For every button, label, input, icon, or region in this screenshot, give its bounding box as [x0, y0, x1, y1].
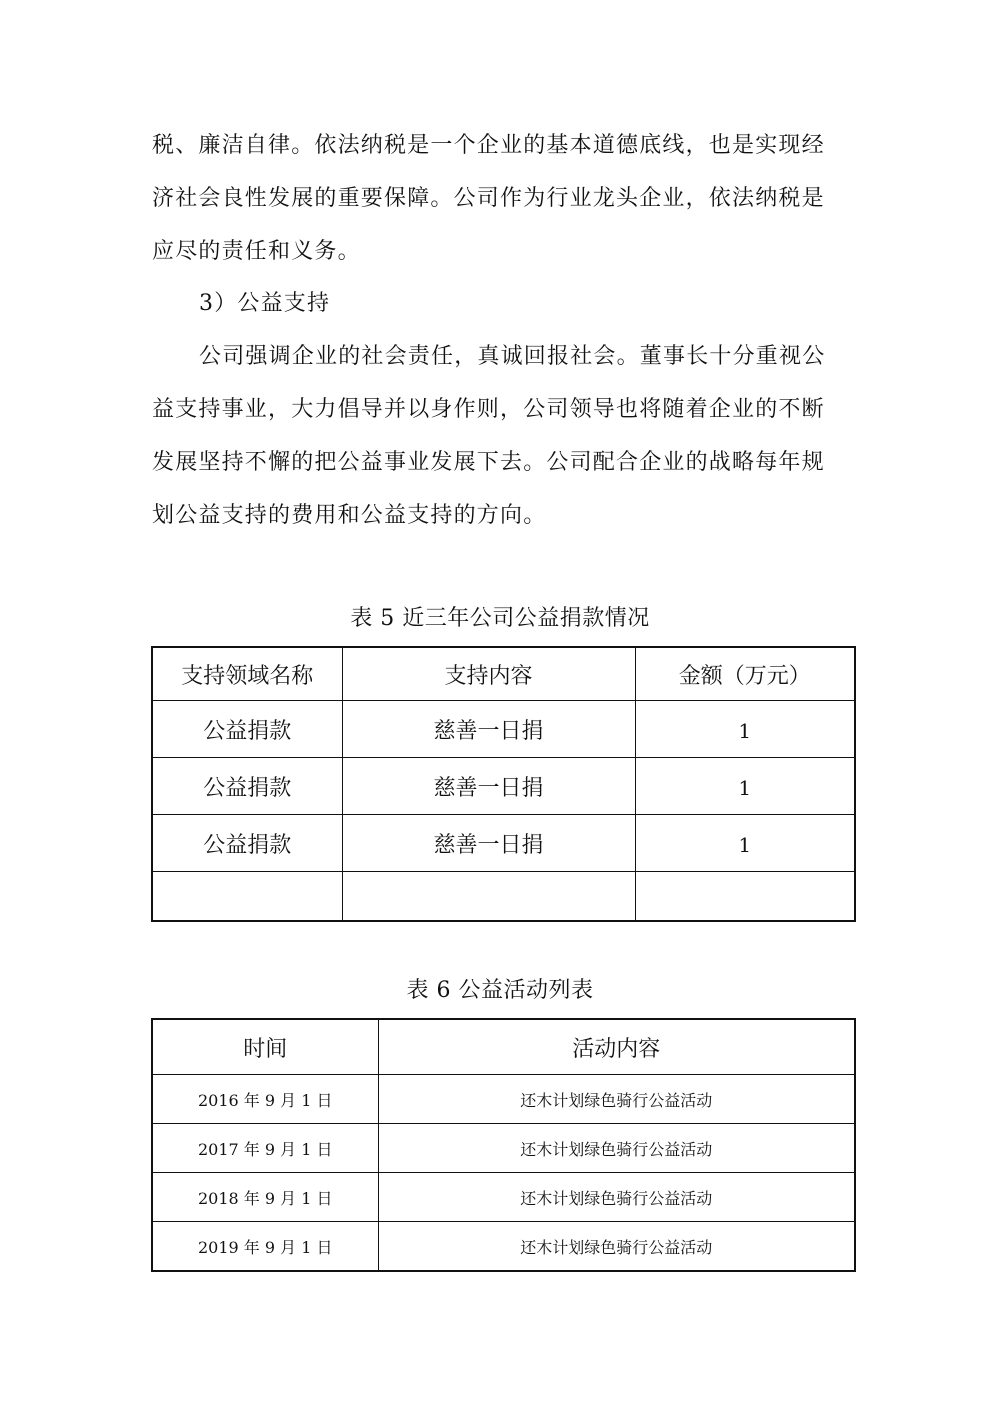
table-cell: 2017 年 9 月 1 日 — [152, 1124, 378, 1173]
table-cell: 2016 年 9 月 1 日 — [152, 1075, 378, 1124]
table-row — [152, 1075, 855, 1124]
table-cell: 还木计划绿色骑行公益活动 — [378, 1173, 855, 1222]
column-header-content: 支持内容 — [342, 647, 635, 701]
table-cell: 还木计划绿色骑行公益活动 — [378, 1124, 855, 1173]
table-row — [152, 1173, 855, 1222]
paragraph-line: 益支持事业，大力倡导并以身作则，公司领导也将随着企业的不断 — [152, 397, 825, 422]
column-header-amount: 金额（万元） — [635, 647, 855, 701]
table-cell: 慈善一日捐 — [342, 815, 635, 872]
table5-caption: 表 5 近三年公司公益捐款情况 — [350, 606, 650, 631]
paragraph-line: 公司强调企业的社会责任，真诚回报社会。董事长十分重视公 — [199, 344, 826, 369]
table-cell: 慈善一日捐 — [342, 701, 635, 758]
table-cell: 1 — [635, 815, 855, 872]
table-cell: 公益捐款 — [152, 701, 342, 758]
table-cell: 公益捐款 — [152, 815, 342, 872]
table-row — [152, 815, 855, 872]
activity-table — [151, 1018, 856, 1272]
column-header-field: 支持领域名称 — [152, 647, 342, 701]
paragraph-line: 发展坚持不懈的把公益事业发展下去。公司配合企业的战略每年规 — [152, 450, 825, 475]
table-cell: 2019 年 9 月 1 日 — [152, 1222, 378, 1272]
table-cell: 慈善一日捐 — [342, 758, 635, 815]
table-row — [152, 701, 855, 758]
table-cell: 1 — [635, 758, 855, 815]
table-row — [152, 1222, 855, 1272]
paragraph-line: 济社会良性发展的重要保障。公司作为行业龙头企业，依法纳税是 — [152, 186, 825, 211]
table-header-row — [152, 1019, 855, 1075]
table-cell: 还木计划绿色骑行公益活动 — [378, 1075, 855, 1124]
column-header-time: 时间 — [152, 1019, 378, 1075]
table6-caption: 表 6 公益活动列表 — [406, 978, 594, 1003]
table-cell — [152, 872, 342, 922]
column-header-activity: 活动内容 — [378, 1019, 855, 1075]
donation-table — [151, 646, 856, 922]
table-row — [152, 1124, 855, 1173]
table-cell: 2018 年 9 月 1 日 — [152, 1173, 378, 1222]
table-header-row — [152, 647, 855, 701]
table-row — [152, 872, 855, 922]
paragraph-line: 税、廉洁自律。依法纳税是一个企业的基本道德底线，也是实现经 — [152, 133, 825, 158]
section-heading: 3）公益支持 — [199, 291, 331, 316]
table-row — [152, 758, 855, 815]
table-cell — [342, 872, 635, 922]
table-cell: 公益捐款 — [152, 758, 342, 815]
table-cell — [635, 872, 855, 922]
table-cell: 还木计划绿色骑行公益活动 — [378, 1222, 855, 1272]
table-cell: 1 — [635, 701, 855, 758]
paragraph-line: 划公益支持的费用和公益支持的方向。 — [152, 503, 547, 528]
paragraph-line: 应尽的责任和义务。 — [152, 239, 361, 264]
